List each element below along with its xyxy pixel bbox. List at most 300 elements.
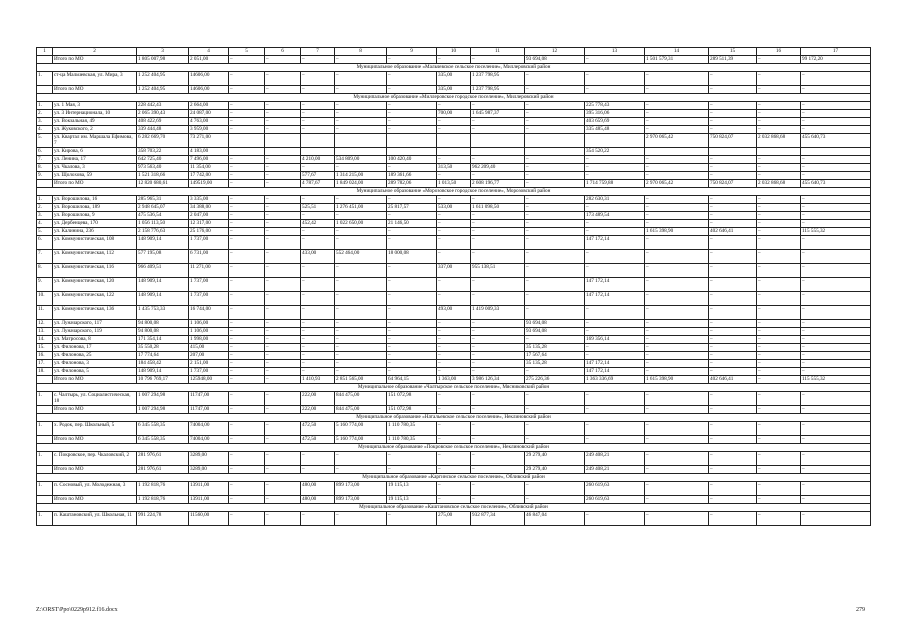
value-cell: –	[335, 102, 387, 110]
address-cell: ул. Коммунистическая, 122	[53, 292, 137, 306]
row-number-cell: 5.	[37, 134, 53, 148]
value-cell: –	[265, 292, 301, 306]
value-cell: 2 664,00	[189, 102, 229, 110]
value-cell: –	[471, 102, 525, 110]
total-row	[37, 466, 871, 474]
value-cell: –	[645, 512, 709, 526]
value-cell: 402 646,41	[709, 228, 757, 236]
value-cell: 2 970 065,42	[645, 180, 709, 188]
value-cell: –	[301, 306, 335, 320]
value-cell: 3 986 126,34	[471, 376, 525, 384]
row-number-cell: 3.	[37, 118, 53, 126]
value-cell: 480,00	[301, 482, 335, 496]
value-cell: –	[709, 344, 757, 352]
value-cell: –	[645, 72, 709, 86]
value-cell: –	[525, 102, 585, 110]
value-cell: –	[585, 164, 645, 172]
table-row	[37, 110, 871, 118]
value-cell: –	[709, 292, 757, 306]
value-cell: –	[335, 56, 387, 64]
value-cell: –	[525, 156, 585, 164]
value-cell: –	[301, 212, 335, 220]
address-cell: ул. Кирова, 6	[53, 148, 137, 156]
table-row	[37, 212, 871, 220]
value-cell: –	[437, 172, 471, 180]
document-path: Z:\ORST\Ppo\0229p912.f16.docx	[36, 607, 118, 613]
value-cell: –	[757, 292, 801, 306]
value-cell: –	[229, 436, 265, 444]
value-cell: –	[387, 212, 437, 220]
value-cell: 4 210,00	[301, 156, 335, 164]
value-cell: –	[471, 344, 525, 352]
value-cell: –	[757, 482, 801, 496]
value-cell: –	[525, 164, 585, 172]
value-cell: 1 435 753,33	[137, 306, 189, 320]
address-cell: ул. Дербенцева, 170	[53, 220, 137, 228]
row-number-cell: 1.	[37, 102, 53, 110]
value-cell: 17 742,00	[189, 172, 229, 180]
value-cell: 3289,00	[189, 452, 229, 466]
value-cell: 1 022 650,00	[335, 220, 387, 228]
value-cell: –	[301, 292, 335, 306]
section-heading-row	[37, 474, 871, 482]
table-row	[37, 422, 871, 436]
value-cell: –	[229, 56, 265, 64]
value-cell: –	[335, 292, 387, 306]
value-cell	[301, 134, 335, 148]
row-number-cell	[37, 496, 53, 504]
value-cell: –	[757, 126, 801, 134]
value-cell: –	[645, 102, 709, 110]
value-cell: 29 279,40	[525, 452, 585, 466]
value-cell: 289 782,06	[387, 180, 437, 188]
value-cell: –	[585, 436, 645, 444]
row-number-cell: 15.	[37, 344, 53, 352]
column-header: 13	[585, 48, 645, 56]
value-cell: –	[265, 220, 301, 228]
value-cell: –	[801, 328, 871, 336]
value-cell: 1 110 780,35	[387, 422, 437, 436]
table-row	[37, 236, 871, 250]
value-cell: 642 725,40	[137, 156, 189, 164]
value-cell: –	[525, 292, 585, 306]
value-cell: –	[709, 126, 757, 134]
value-cell: –	[437, 360, 471, 368]
value-cell: –	[437, 466, 471, 474]
value-cell: –	[525, 204, 585, 212]
value-cell: 339 444,48	[137, 126, 189, 134]
value-cell: –	[585, 250, 645, 264]
value-cell: –	[335, 306, 387, 320]
value-cell	[387, 134, 437, 148]
section-heading: Муниципальное образование «Морозовское городское поселение», Морозовский район	[37, 188, 871, 196]
value-cell: –	[229, 512, 265, 526]
value-cell: –	[471, 196, 525, 204]
value-cell: –	[265, 250, 301, 264]
value-cell: –	[229, 86, 265, 94]
value-cell: –	[301, 118, 335, 126]
value-cell: 403 659,69	[585, 118, 645, 126]
value-cell: 1 501 579,31	[645, 56, 709, 64]
value-cell: 46 847,04	[525, 512, 585, 526]
value-cell: –	[757, 320, 801, 328]
value-cell: –	[265, 204, 301, 212]
value-cell: –	[265, 156, 301, 164]
address-cell: п. Каштановский, ул. Школьная, 11	[53, 512, 137, 526]
value-cell: –	[387, 466, 437, 474]
value-cell: 2 032 868,68	[757, 134, 801, 148]
value-cell: –	[645, 360, 709, 368]
value-cell: 29 279,40	[525, 466, 585, 474]
value-cell: 335,00	[437, 86, 471, 94]
value-cell: –	[585, 220, 645, 228]
value-cell: 148 909,14	[137, 292, 189, 306]
address-cell: ул. Луначарского, 119	[53, 328, 137, 336]
value-cell: –	[525, 172, 585, 180]
value-cell: 148 909,14	[137, 236, 189, 250]
value-cell: 14606,00	[189, 86, 229, 94]
value-cell: –	[709, 336, 757, 344]
value-cell: 94 800,08	[137, 328, 189, 336]
value-cell: 5 160 774,00	[335, 422, 387, 436]
value-cell: –	[265, 118, 301, 126]
value-cell: –	[335, 164, 387, 172]
value-cell: 93 694,08	[525, 56, 585, 64]
column-header: 16	[757, 48, 801, 56]
value-cell	[265, 134, 301, 148]
value-cell: –	[265, 466, 301, 474]
value-cell: 35 135,28	[525, 344, 585, 352]
value-cell: –	[645, 118, 709, 126]
value-cell: –	[387, 102, 437, 110]
value-cell: 1 314 215,00	[335, 172, 387, 180]
value-cell	[525, 148, 585, 156]
section-heading: Муниципальное образование «Мальчевское сельское поселение», Миллеровский район	[37, 64, 871, 72]
value-cell: –	[801, 406, 871, 414]
total-row	[37, 436, 871, 444]
table-row	[37, 292, 871, 306]
value-cell: –	[645, 352, 709, 360]
column-header: 9	[387, 48, 437, 56]
value-cell: –	[645, 336, 709, 344]
value-cell: –	[471, 392, 525, 406]
address-cell: ул. Вокзальная, 49	[53, 118, 137, 126]
value-cell: –	[471, 228, 525, 236]
value-cell	[709, 148, 757, 156]
address-cell: ул. Матросова, 8	[53, 336, 137, 344]
value-cell: –	[709, 72, 757, 86]
value-cell: –	[437, 406, 471, 414]
column-header: 5	[229, 48, 265, 56]
value-cell: 1 013,50	[437, 180, 471, 188]
column-header: 14	[645, 48, 709, 56]
address-cell: Итого по МО	[53, 86, 137, 94]
value-cell: –	[229, 452, 265, 466]
value-cell: –	[471, 126, 525, 134]
value-cell: –	[229, 264, 265, 278]
value-cell: 493,00	[437, 306, 471, 320]
value-cell: –	[335, 72, 387, 86]
value-cell: 125948,00	[189, 376, 229, 384]
value-cell: 147 172,14	[585, 236, 645, 250]
value-cell: 552 464,00	[335, 250, 387, 264]
value-cell: –	[387, 110, 437, 118]
value-cell: –	[757, 56, 801, 64]
value-cell: –	[387, 264, 437, 278]
value-cell	[387, 148, 437, 156]
value-cell: –	[585, 204, 645, 212]
value-cell: –	[301, 236, 335, 250]
value-cell: –	[437, 250, 471, 264]
value-cell: –	[387, 452, 437, 466]
value-cell: –	[265, 512, 301, 526]
value-cell: 13911,00	[189, 482, 229, 496]
value-cell: –	[801, 512, 871, 526]
value-cell: 1 106,00	[189, 328, 229, 336]
value-cell: –	[801, 264, 871, 278]
value-cell: –	[387, 306, 437, 320]
value-cell: 25 817,57	[387, 204, 437, 212]
value-cell: –	[335, 336, 387, 344]
value-cell: –	[645, 264, 709, 278]
value-cell: –	[229, 320, 265, 328]
value-cell: –	[757, 86, 801, 94]
value-cell: –	[335, 328, 387, 336]
value-cell: –	[801, 368, 871, 376]
value-cell: –	[471, 172, 525, 180]
value-cell: –	[301, 102, 335, 110]
section-heading-row	[37, 444, 871, 452]
value-cell: 3 335,00	[189, 196, 229, 204]
value-cell: 1 276 451,00	[335, 204, 387, 212]
value-cell: 3 959,00	[189, 126, 229, 134]
row-number-cell: 9.	[37, 172, 53, 180]
value-cell: –	[709, 512, 757, 526]
value-cell: 1 737,00	[189, 278, 229, 292]
value-cell: –	[645, 164, 709, 172]
value-cell: 74004,00	[189, 436, 229, 444]
table-row	[37, 102, 871, 110]
table-row	[37, 156, 871, 164]
value-cell: 17 567,64	[525, 352, 585, 360]
value-cell: –	[709, 110, 757, 118]
value-cell: –	[645, 250, 709, 264]
value-cell: –	[471, 250, 525, 264]
value-cell: 282 630,31	[585, 196, 645, 204]
value-cell: –	[757, 344, 801, 352]
value-cell: 169 356,14	[585, 336, 645, 344]
value-cell: 74004,00	[189, 422, 229, 436]
value-cell: –	[265, 392, 301, 406]
value-cell: –	[709, 278, 757, 292]
value-cell	[471, 148, 525, 156]
value-cell	[525, 134, 585, 148]
value-cell: –	[757, 368, 801, 376]
value-cell: –	[709, 164, 757, 172]
value-cell: –	[229, 204, 265, 212]
value-cell: –	[757, 466, 801, 474]
value-cell: –	[335, 452, 387, 466]
value-cell: 148 909,14	[137, 368, 189, 376]
value-cell: –	[437, 228, 471, 236]
value-cell: –	[387, 344, 437, 352]
value-cell: –	[301, 264, 335, 278]
value-cell: –	[757, 376, 801, 384]
value-cell	[757, 148, 801, 156]
row-number-cell: 3.	[37, 212, 53, 220]
table-row	[37, 196, 871, 204]
value-cell: 4 787,67	[301, 180, 335, 188]
value-cell: –	[525, 422, 585, 436]
value-cell: –	[229, 118, 265, 126]
value-cell: 1 363,00	[437, 376, 471, 384]
value-cell: –	[645, 406, 709, 414]
value-cell: –	[471, 328, 525, 336]
value-cell: 354 520,22	[585, 148, 645, 156]
value-cell: –	[301, 512, 335, 526]
value-cell: 899 173,00	[335, 496, 387, 504]
value-cell: 12 820 680,61	[137, 180, 189, 188]
value-cell: –	[801, 102, 871, 110]
column-header: 7	[301, 48, 335, 56]
value-cell: –	[265, 212, 301, 220]
table-row	[37, 72, 871, 86]
value-cell: 5 160 774,00	[335, 436, 387, 444]
value-cell: –	[265, 264, 301, 278]
value-cell: 16 744,00	[189, 306, 229, 320]
row-number-cell	[37, 406, 53, 414]
value-cell: –	[387, 336, 437, 344]
value-cell: –	[645, 236, 709, 250]
value-cell: 11 354,00	[189, 164, 229, 172]
value-cell: –	[757, 110, 801, 118]
table-row	[37, 452, 871, 466]
value-cell: 1 363 336,69	[585, 376, 645, 384]
value-cell: 2 948 645,07	[137, 204, 189, 212]
value-cell: –	[437, 126, 471, 134]
value-cell: –	[265, 482, 301, 496]
value-cell: 533,00	[437, 204, 471, 212]
column-header: 4	[189, 48, 229, 56]
value-cell: 932 877,34	[471, 512, 525, 526]
address-cell: ул. Ворошилова, 189	[53, 204, 137, 212]
total-row	[37, 406, 871, 414]
value-cell: –	[585, 156, 645, 164]
value-cell: 93 694,08	[525, 328, 585, 336]
value-cell: –	[757, 352, 801, 360]
column-header: 6	[265, 48, 301, 56]
value-cell: –	[265, 278, 301, 292]
value-cell: –	[301, 466, 335, 474]
value-cell: –	[525, 180, 585, 188]
value-cell: 100 420,40	[387, 156, 437, 164]
value-cell: –	[757, 436, 801, 444]
value-cell: –	[387, 164, 437, 172]
value-cell: –	[229, 360, 265, 368]
value-cell: 115 555,32	[801, 228, 871, 236]
value-cell: –	[265, 406, 301, 414]
value-cell: –	[645, 328, 709, 336]
section-heading: Муниципальное образование «Натальевское сельское поселение», Неклиновский район	[37, 414, 871, 422]
column-header: 3	[137, 48, 189, 56]
value-cell: –	[801, 164, 871, 172]
value-cell: 844 475,00	[335, 406, 387, 414]
total-row	[37, 376, 871, 384]
value-cell: 966 409,51	[137, 264, 189, 278]
value-cell: –	[229, 344, 265, 352]
value-cell: –	[645, 86, 709, 94]
table-row	[37, 360, 871, 368]
value-cell: –	[471, 422, 525, 436]
row-number-cell: 8.	[37, 264, 53, 278]
value-cell	[645, 148, 709, 156]
value-cell: –	[801, 72, 871, 86]
value-cell: –	[645, 306, 709, 320]
value-cell: 115 555,32	[801, 376, 871, 384]
address-cell: ул. Филонова, 3	[53, 360, 137, 368]
value-cell: –	[229, 72, 265, 86]
row-number-cell: 7.	[37, 156, 53, 164]
value-cell: –	[471, 482, 525, 496]
value-cell: 2 970 065,42	[645, 134, 709, 148]
value-cell: –	[229, 212, 265, 220]
value-cell: –	[801, 320, 871, 328]
address-cell: Итого по МО	[53, 406, 137, 414]
value-cell: –	[229, 422, 265, 436]
value-cell	[335, 148, 387, 156]
value-cell: 1 737,00	[189, 368, 229, 376]
value-cell: 34 388,00	[189, 204, 229, 212]
address-cell: ул. Ворошилова, 16	[53, 196, 137, 204]
row-number-cell: 1.	[37, 392, 53, 406]
value-cell: –	[437, 292, 471, 306]
value-cell: 395 316,06	[585, 110, 645, 118]
value-cell: 1 106,00	[189, 320, 229, 328]
address-cell: ул. Ленина, 17	[53, 156, 137, 164]
value-cell: –	[471, 236, 525, 250]
value-cell: 25 176,00	[189, 228, 229, 236]
value-cell: –	[709, 220, 757, 228]
value-cell: –	[585, 72, 645, 86]
row-number-cell: 1.	[37, 196, 53, 204]
value-cell: 10 796 769,17	[137, 376, 189, 384]
value-cell: –	[709, 496, 757, 504]
value-cell: –	[525, 496, 585, 504]
row-number-cell	[37, 86, 53, 94]
value-cell: 402 646,41	[709, 376, 757, 384]
value-cell	[471, 134, 525, 148]
value-cell: –	[801, 392, 871, 406]
value-cell: –	[437, 482, 471, 496]
value-cell: 94 800,08	[137, 320, 189, 328]
value-cell: –	[585, 392, 645, 406]
value-cell: –	[229, 368, 265, 376]
value-cell: –	[335, 264, 387, 278]
value-cell: 222,00	[301, 392, 335, 406]
value-cell: –	[525, 278, 585, 292]
value-cell: –	[801, 156, 871, 164]
value-cell: –	[387, 352, 437, 360]
value-cell: –	[525, 86, 585, 94]
value-cell: –	[471, 212, 525, 220]
value-cell: –	[801, 482, 871, 496]
value-cell: –	[801, 126, 871, 134]
row-number-cell	[37, 56, 53, 64]
data-table	[36, 47, 871, 526]
value-cell: –	[709, 422, 757, 436]
value-cell: 452,42	[301, 220, 335, 228]
value-cell: 337,00	[437, 264, 471, 278]
